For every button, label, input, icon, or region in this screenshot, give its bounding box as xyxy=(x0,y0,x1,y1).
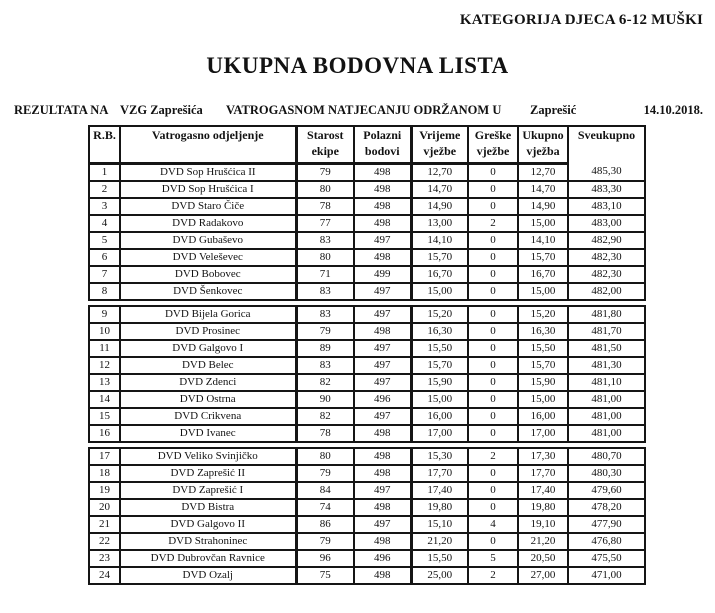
cell-team-age: 71 xyxy=(296,266,354,283)
cell-exercise-total: 16,00 xyxy=(518,408,568,425)
cell-exercise-total: 15,50 xyxy=(518,340,568,357)
table-row xyxy=(89,164,645,182)
cell-exercise-time: 15,50 xyxy=(411,340,468,357)
cell-exercise-total: 17,40 xyxy=(518,482,568,499)
cell-start-points: 498 xyxy=(354,181,411,198)
cell-overall-total: 475,50 xyxy=(568,550,645,567)
cell-exercise-total: 21,20 xyxy=(518,533,568,550)
cell-team: DVD Crikvena xyxy=(120,408,296,425)
column-header-start-points: Polazni bodovi xyxy=(354,126,411,164)
category-heading: KATEGORIJA DJECA 6-12 MUŠKI xyxy=(459,12,703,28)
cell-start-points: 498 xyxy=(354,425,411,442)
subtitle-organizer: VZG Zaprešića xyxy=(120,103,203,117)
cell-exercise-time: 15,10 xyxy=(411,516,468,533)
cell-team: DVD Strahoninec xyxy=(120,533,296,550)
cell-overall-total: 481,70 xyxy=(568,323,645,340)
table-row xyxy=(89,323,645,340)
cell-team: DVD Veliko Svinjičko xyxy=(120,448,296,465)
cell-start-points: 496 xyxy=(354,550,411,567)
cell-exercise-errors: 5 xyxy=(468,550,518,567)
cell-exercise-total: 27,00 xyxy=(518,567,568,584)
cell-exercise-total: 20,50 xyxy=(518,550,568,567)
cell-overall-total: 481,00 xyxy=(568,391,645,408)
table-row xyxy=(89,266,645,283)
cell-team-age: 79 xyxy=(296,164,354,182)
cell-overall-total: 482,00 xyxy=(568,283,645,300)
cell-start-points: 497 xyxy=(354,482,411,499)
cell-overall-total: 483,10 xyxy=(568,198,645,215)
column-header-overall-total: Sveukupno xyxy=(568,126,645,164)
subtitle-date: 14.10.2018. xyxy=(643,103,703,117)
cell-exercise-time: 17,00 xyxy=(411,425,468,442)
table-row xyxy=(89,482,645,499)
cell-exercise-time: 17,70 xyxy=(411,465,468,482)
cell-exercise-time: 14,90 xyxy=(411,198,468,215)
cell-exercise-time: 15,70 xyxy=(411,357,468,374)
cell-start-points: 496 xyxy=(354,391,411,408)
cell-start-points: 498 xyxy=(354,448,411,465)
cell-overall-total: 481,10 xyxy=(568,374,645,391)
cell-rank: 13 xyxy=(89,374,120,391)
cell-team-age: 79 xyxy=(296,533,354,550)
page-title: UKUPNA BODOVNA LISTA xyxy=(206,53,509,78)
cell-exercise-errors: 0 xyxy=(468,283,518,300)
cell-overall-total: 481,00 xyxy=(568,425,645,442)
cell-start-points: 498 xyxy=(354,567,411,584)
cell-team: DVD Gubaševo xyxy=(120,232,296,249)
cell-overall-total: 479,60 xyxy=(568,482,645,499)
cell-exercise-time: 15,00 xyxy=(411,391,468,408)
cell-rank: 19 xyxy=(89,482,120,499)
table-row xyxy=(89,448,645,465)
cell-overall-total: 471,00 xyxy=(568,567,645,584)
cell-overall-total: 481,50 xyxy=(568,340,645,357)
column-header-exercise-total: Ukupno vježba xyxy=(518,126,568,164)
cell-exercise-errors: 0 xyxy=(468,408,518,425)
cell-rank: 10 xyxy=(89,323,120,340)
cell-exercise-time: 12,70 xyxy=(411,164,468,182)
results-table-section-3 xyxy=(88,447,646,585)
cell-start-points: 498 xyxy=(354,499,411,516)
cell-team-age: 90 xyxy=(296,391,354,408)
cell-exercise-errors: 0 xyxy=(468,181,518,198)
cell-rank: 21 xyxy=(89,516,120,533)
cell-team: DVD Galgovo II xyxy=(120,516,296,533)
table-row xyxy=(89,232,645,249)
cell-exercise-errors: 0 xyxy=(468,499,518,516)
cell-exercise-time: 16,70 xyxy=(411,266,468,283)
cell-overall-total: 480,30 xyxy=(568,465,645,482)
cell-rank: 5 xyxy=(89,232,120,249)
results-table-section-1 xyxy=(88,125,646,301)
cell-team-age: 78 xyxy=(296,425,354,442)
table-row xyxy=(89,198,645,215)
cell-exercise-time: 14,10 xyxy=(411,232,468,249)
cell-team-age: 77 xyxy=(296,215,354,232)
cell-overall-total: 482,30 xyxy=(568,249,645,266)
table-row xyxy=(89,215,645,232)
cell-team-age: 89 xyxy=(296,340,354,357)
cell-exercise-total: 17,70 xyxy=(518,465,568,482)
cell-overall-total: 485,30 xyxy=(568,164,645,182)
table-row xyxy=(89,283,645,300)
cell-team-age: 84 xyxy=(296,482,354,499)
cell-team: DVD Galgovo I xyxy=(120,340,296,357)
cell-rank: 20 xyxy=(89,499,120,516)
cell-start-points: 497 xyxy=(354,340,411,357)
subtitle-location: Zaprešić xyxy=(530,103,577,117)
table-header-row xyxy=(89,126,645,164)
cell-team-age: 83 xyxy=(296,306,354,323)
cell-overall-total: 478,20 xyxy=(568,499,645,516)
cell-exercise-time: 13,00 xyxy=(411,215,468,232)
table-row xyxy=(89,391,645,408)
cell-team: DVD Zaprešić I xyxy=(120,482,296,499)
cell-start-points: 497 xyxy=(354,374,411,391)
cell-exercise-errors: 0 xyxy=(468,482,518,499)
column-header-rank: R.B. xyxy=(89,126,120,164)
cell-exercise-total: 14,90 xyxy=(518,198,568,215)
cell-team: DVD Sop Hrušćica I xyxy=(120,181,296,198)
cell-team-age: 83 xyxy=(296,357,354,374)
cell-exercise-total: 16,30 xyxy=(518,323,568,340)
table-row xyxy=(89,533,645,550)
cell-team-age: 96 xyxy=(296,550,354,567)
cell-overall-total: 481,00 xyxy=(568,408,645,425)
cell-start-points: 497 xyxy=(354,232,411,249)
results-tables xyxy=(88,125,646,585)
cell-exercise-total: 16,70 xyxy=(518,266,568,283)
cell-rank: 6 xyxy=(89,249,120,266)
cell-rank: 3 xyxy=(89,198,120,215)
cell-rank: 7 xyxy=(89,266,120,283)
column-header-exercise-errors: Greške vježbe xyxy=(468,126,518,164)
table-row xyxy=(89,425,645,442)
cell-overall-total: 482,30 xyxy=(568,266,645,283)
cell-exercise-errors: 0 xyxy=(468,357,518,374)
table-row xyxy=(89,499,645,516)
cell-team-age: 80 xyxy=(296,249,354,266)
column-header-team-age: Starost ekipe xyxy=(296,126,354,164)
cell-overall-total: 481,30 xyxy=(568,357,645,374)
cell-exercise-total: 15,20 xyxy=(518,306,568,323)
cell-exercise-time: 15,70 xyxy=(411,249,468,266)
cell-start-points: 497 xyxy=(354,306,411,323)
cell-exercise-total: 12,70 xyxy=(518,164,568,182)
cell-team-age: 82 xyxy=(296,374,354,391)
cell-team: DVD Ostrna xyxy=(120,391,296,408)
table-row xyxy=(89,516,645,533)
cell-rank: 15 xyxy=(89,408,120,425)
cell-start-points: 498 xyxy=(354,465,411,482)
cell-team: DVD Dubrovčan Ravnice xyxy=(120,550,296,567)
cell-team: DVD Bistra xyxy=(120,499,296,516)
cell-rank: 17 xyxy=(89,448,120,465)
cell-team-age: 78 xyxy=(296,198,354,215)
cell-rank: 9 xyxy=(89,306,120,323)
cell-start-points: 499 xyxy=(354,266,411,283)
cell-team-age: 83 xyxy=(296,232,354,249)
cell-exercise-errors: 0 xyxy=(468,533,518,550)
cell-start-points: 498 xyxy=(354,249,411,266)
cell-overall-total: 482,90 xyxy=(568,232,645,249)
cell-exercise-errors: 2 xyxy=(468,215,518,232)
cell-team-age: 82 xyxy=(296,408,354,425)
cell-team: DVD Zaprešić II xyxy=(120,465,296,482)
cell-team: DVD Radakovo xyxy=(120,215,296,232)
cell-rank: 16 xyxy=(89,425,120,442)
cell-rank: 23 xyxy=(89,550,120,567)
table-row xyxy=(89,567,645,584)
cell-exercise-errors: 0 xyxy=(468,391,518,408)
cell-exercise-time: 16,30 xyxy=(411,323,468,340)
cell-exercise-time: 19,80 xyxy=(411,499,468,516)
cell-team: DVD Bijela Gorica xyxy=(120,306,296,323)
cell-team-age: 74 xyxy=(296,499,354,516)
cell-team: DVD Sop Hrušćica II xyxy=(120,164,296,182)
cell-exercise-errors: 2 xyxy=(468,567,518,584)
cell-exercise-errors: 0 xyxy=(468,164,518,182)
cell-rank: 22 xyxy=(89,533,120,550)
cell-overall-total: 477,90 xyxy=(568,516,645,533)
cell-team-age: 75 xyxy=(296,567,354,584)
cell-overall-total: 483,30 xyxy=(568,181,645,198)
cell-exercise-total: 15,00 xyxy=(518,215,568,232)
cell-exercise-errors: 0 xyxy=(468,323,518,340)
table-row xyxy=(89,357,645,374)
subtitle-prefix: REZULTATA NA xyxy=(14,103,109,117)
table-row xyxy=(89,465,645,482)
cell-team: DVD Bobovec xyxy=(120,266,296,283)
cell-exercise-total: 15,70 xyxy=(518,357,568,374)
results-table-section-2 xyxy=(88,305,646,443)
cell-team: DVD Ivanec xyxy=(120,425,296,442)
cell-team: DVD Ozalj xyxy=(120,567,296,584)
subtitle-event: VATROGASNOM NATJECANJU ODRŽANOM U xyxy=(226,103,502,117)
cell-exercise-errors: 0 xyxy=(468,425,518,442)
cell-rank: 1 xyxy=(89,164,120,182)
cell-exercise-errors: 0 xyxy=(468,266,518,283)
cell-exercise-time: 21,20 xyxy=(411,533,468,550)
cell-overall-total: 481,80 xyxy=(568,306,645,323)
cell-rank: 11 xyxy=(89,340,120,357)
cell-exercise-time: 15,90 xyxy=(411,374,468,391)
cell-exercise-total: 15,70 xyxy=(518,249,568,266)
cell-exercise-total: 17,30 xyxy=(518,448,568,465)
column-header-exercise-time: Vrijeme vježbe xyxy=(411,126,468,164)
table-row xyxy=(89,408,645,425)
cell-exercise-time: 25,00 xyxy=(411,567,468,584)
cell-team-age: 86 xyxy=(296,516,354,533)
cell-rank: 24 xyxy=(89,567,120,584)
cell-exercise-errors: 0 xyxy=(468,340,518,357)
cell-exercise-total: 19,10 xyxy=(518,516,568,533)
cell-exercise-total: 19,80 xyxy=(518,499,568,516)
table-row xyxy=(89,306,645,323)
cell-team: DVD Zdenci xyxy=(120,374,296,391)
cell-exercise-errors: 2 xyxy=(468,448,518,465)
cell-team-age: 79 xyxy=(296,323,354,340)
cell-start-points: 497 xyxy=(354,357,411,374)
cell-team: DVD Prosinec xyxy=(120,323,296,340)
cell-exercise-errors: 0 xyxy=(468,198,518,215)
table-row xyxy=(89,249,645,266)
cell-rank: 8 xyxy=(89,283,120,300)
cell-exercise-total: 15,00 xyxy=(518,391,568,408)
cell-start-points: 497 xyxy=(354,283,411,300)
cell-exercise-errors: 0 xyxy=(468,374,518,391)
table-row xyxy=(89,181,645,198)
cell-exercise-time: 15,50 xyxy=(411,550,468,567)
cell-team-age: 83 xyxy=(296,283,354,300)
cell-exercise-total: 14,70 xyxy=(518,181,568,198)
cell-team-age: 79 xyxy=(296,465,354,482)
cell-exercise-time: 15,00 xyxy=(411,283,468,300)
table-row xyxy=(89,550,645,567)
cell-start-points: 498 xyxy=(354,198,411,215)
cell-exercise-total: 15,00 xyxy=(518,283,568,300)
cell-start-points: 498 xyxy=(354,164,411,182)
cell-start-points: 497 xyxy=(354,516,411,533)
cell-overall-total: 476,80 xyxy=(568,533,645,550)
cell-exercise-total: 14,10 xyxy=(518,232,568,249)
cell-exercise-errors: 0 xyxy=(468,249,518,266)
cell-team: DVD Šenkovec xyxy=(120,283,296,300)
cell-rank: 12 xyxy=(89,357,120,374)
cell-team: DVD Staro Čiče xyxy=(120,198,296,215)
cell-overall-total: 483,00 xyxy=(568,215,645,232)
cell-exercise-errors: 4 xyxy=(468,516,518,533)
table-row xyxy=(89,374,645,391)
cell-exercise-time: 16,00 xyxy=(411,408,468,425)
cell-start-points: 497 xyxy=(354,408,411,425)
cell-exercise-errors: 0 xyxy=(468,306,518,323)
cell-start-points: 498 xyxy=(354,323,411,340)
cell-rank: 18 xyxy=(89,465,120,482)
cell-team: DVD Veleševec xyxy=(120,249,296,266)
cell-start-points: 498 xyxy=(354,533,411,550)
cell-team-age: 80 xyxy=(296,448,354,465)
cell-rank: 4 xyxy=(89,215,120,232)
table-row xyxy=(89,340,645,357)
cell-exercise-errors: 0 xyxy=(468,465,518,482)
cell-exercise-time: 15,20 xyxy=(411,306,468,323)
subtitle-line xyxy=(0,103,715,121)
cell-overall-total: 480,70 xyxy=(568,448,645,465)
column-header-team: Vatrogasno odjeljenje xyxy=(120,126,296,164)
cell-exercise-time: 15,30 xyxy=(411,448,468,465)
cell-exercise-total: 17,00 xyxy=(518,425,568,442)
cell-start-points: 498 xyxy=(354,215,411,232)
cell-exercise-errors: 0 xyxy=(468,232,518,249)
cell-exercise-total: 15,90 xyxy=(518,374,568,391)
cell-rank: 2 xyxy=(89,181,120,198)
cell-exercise-time: 17,40 xyxy=(411,482,468,499)
cell-exercise-time: 14,70 xyxy=(411,181,468,198)
cell-team: DVD Belec xyxy=(120,357,296,374)
cell-rank: 14 xyxy=(89,391,120,408)
cell-team-age: 80 xyxy=(296,181,354,198)
